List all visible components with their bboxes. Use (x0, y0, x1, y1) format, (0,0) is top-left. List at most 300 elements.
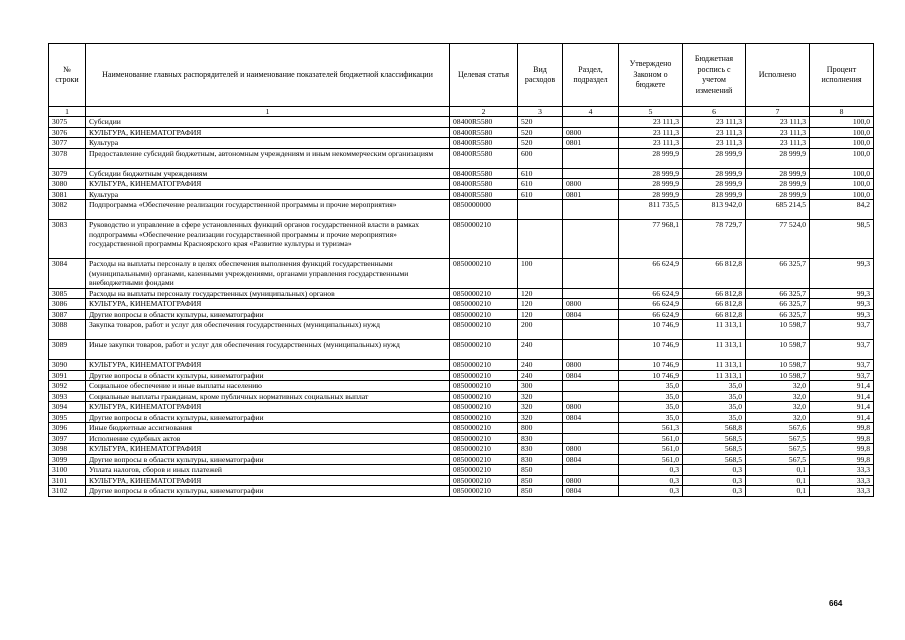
expense-type-cell: 600 (518, 148, 563, 168)
row-number-cell: 3087 (49, 309, 86, 320)
name-cell: Иные закупки товаров, работ и услуг для обеспечения государственных (муниципальных) нужд (86, 340, 450, 360)
approved-cell: 66 624,9 (619, 259, 683, 289)
section-cell (563, 200, 619, 220)
section-cell (563, 340, 619, 360)
name-cell: КУЛЬТУРА, КИНЕМАТОГРАФИЯ (86, 179, 450, 190)
name-cell: Расходы на выплаты персоналу государственных (муниципальных) органов (86, 288, 450, 299)
table-row (49, 454, 874, 465)
percent-cell: 100,0 (810, 127, 874, 138)
section-cell: 0801 (563, 189, 619, 200)
expense-type-cell (518, 200, 563, 220)
target-code-cell: 0850000000 (450, 200, 518, 220)
target-code-cell: 0850000210 (450, 433, 518, 444)
table-row (49, 179, 874, 190)
section-cell (563, 220, 619, 259)
expense-type-cell: 120 (518, 288, 563, 299)
expense-type-cell: 610 (518, 189, 563, 200)
target-code-cell: 0850000210 (450, 465, 518, 476)
expense-type-cell: 850 (518, 486, 563, 497)
name-cell: Уплата налогов, сборов и иных платежей (86, 465, 450, 476)
budget-table (48, 43, 874, 497)
percent-cell: 100,0 (810, 148, 874, 168)
executed-cell: 28 999,9 (746, 189, 810, 200)
column-number: 1 (49, 107, 86, 117)
table-body (49, 117, 874, 497)
table-row (49, 391, 874, 402)
table-row (49, 402, 874, 413)
budget-list-cell: 35,0 (683, 381, 746, 392)
percent-cell: 100,0 (810, 179, 874, 190)
approved-cell: 28 999,9 (619, 148, 683, 168)
row-number-cell: 3093 (49, 391, 86, 402)
expense-type-cell: 100 (518, 259, 563, 289)
approved-cell: 28 999,9 (619, 179, 683, 190)
table-row (49, 433, 874, 444)
header-approved: Утверждено Законом о бюджете (619, 44, 683, 107)
executed-cell: 28 999,9 (746, 148, 810, 168)
percent-cell: 91,4 (810, 391, 874, 402)
budget-list-cell: 35,0 (683, 412, 746, 423)
budget-list-cell: 66 812,8 (683, 299, 746, 310)
approved-cell: 66 624,9 (619, 288, 683, 299)
name-cell: КУЛЬТУРА, КИНЕМАТОГРАФИЯ (86, 127, 450, 138)
row-number-cell: 3083 (49, 220, 86, 259)
percent-cell: 99,8 (810, 444, 874, 455)
approved-cell: 10 746,9 (619, 320, 683, 340)
section-cell: 0804 (563, 412, 619, 423)
row-number-cell: 3076 (49, 127, 86, 138)
executed-cell: 32,0 (746, 391, 810, 402)
row-number-cell: 3095 (49, 412, 86, 423)
approved-cell: 0,3 (619, 465, 683, 476)
executed-cell: 66 325,7 (746, 299, 810, 310)
row-number-cell: 3081 (49, 189, 86, 200)
table-row (49, 320, 874, 340)
executed-cell: 28 999,9 (746, 168, 810, 179)
expense-type-cell: 520 (518, 138, 563, 149)
approved-cell: 35,0 (619, 402, 683, 413)
percent-cell: 93,7 (810, 340, 874, 360)
percent-cell: 99,8 (810, 423, 874, 434)
expense-type-cell: 800 (518, 423, 563, 434)
section-cell: 0804 (563, 486, 619, 497)
budget-list-cell: 35,0 (683, 391, 746, 402)
section-cell: 0800 (563, 402, 619, 413)
section-cell (563, 117, 619, 128)
approved-cell: 561,0 (619, 433, 683, 444)
page-number: 664 (829, 599, 843, 608)
table-row (49, 412, 874, 423)
name-cell: Культура (86, 189, 450, 200)
row-number-cell: 3098 (49, 444, 86, 455)
expense-type-cell: 850 (518, 475, 563, 486)
expense-type-cell: 240 (518, 360, 563, 371)
row-number-cell: 3088 (49, 320, 86, 340)
executed-cell: 28 999,9 (746, 179, 810, 190)
executed-cell: 32,0 (746, 402, 810, 413)
name-cell: Другие вопросы в области культуры, кинематографии (86, 309, 450, 320)
expense-type-cell: 320 (518, 412, 563, 423)
executed-cell: 0,1 (746, 486, 810, 497)
percent-cell: 84,2 (810, 200, 874, 220)
approved-cell: 10 746,9 (619, 360, 683, 371)
row-number-cell: 3102 (49, 486, 86, 497)
header-budget-list: Бюджетная роспись с учетом изменений (683, 44, 746, 107)
table-row (49, 486, 874, 497)
table-row (49, 288, 874, 299)
budget-list-cell: 0,3 (683, 465, 746, 476)
target-code-cell: 0850000210 (450, 299, 518, 310)
target-code-cell: 08400R5580 (450, 179, 518, 190)
name-cell: Другие вопросы в области культуры, кинематографии (86, 370, 450, 381)
row-number-cell: 3078 (49, 148, 86, 168)
header-percent: Процент исполнения (810, 44, 874, 107)
table-row (49, 465, 874, 476)
section-cell: 0800 (563, 127, 619, 138)
target-code-cell: 0850000210 (450, 444, 518, 455)
column-number: 5 (619, 107, 683, 117)
percent-cell: 93,7 (810, 320, 874, 340)
section-cell (563, 423, 619, 434)
header-executed: Исполнено (746, 44, 810, 107)
budget-list-cell: 568,5 (683, 454, 746, 465)
row-number-cell: 3085 (49, 288, 86, 299)
section-cell: 0800 (563, 475, 619, 486)
percent-cell: 91,4 (810, 412, 874, 423)
section-cell (563, 168, 619, 179)
section-cell: 0800 (563, 299, 619, 310)
percent-cell: 99,8 (810, 454, 874, 465)
header-row (49, 44, 874, 107)
header-section: Раздел, подраздел (563, 44, 619, 107)
row-number-cell: 3100 (49, 465, 86, 476)
approved-cell: 0,3 (619, 475, 683, 486)
table-row (49, 360, 874, 371)
target-code-cell: 0850000210 (450, 370, 518, 381)
expense-type-cell: 120 (518, 299, 563, 310)
percent-cell: 93,7 (810, 360, 874, 371)
budget-list-cell: 11 313,1 (683, 340, 746, 360)
row-number-cell: 3086 (49, 299, 86, 310)
budget-list-cell: 0,3 (683, 475, 746, 486)
percent-cell: 100,0 (810, 168, 874, 179)
approved-cell: 0,3 (619, 486, 683, 497)
name-cell: Субсидии (86, 117, 450, 128)
executed-cell: 66 325,7 (746, 259, 810, 289)
section-cell: 0804 (563, 454, 619, 465)
percent-cell: 99,3 (810, 299, 874, 310)
percent-cell: 93,7 (810, 370, 874, 381)
section-cell: 0801 (563, 138, 619, 149)
row-number-cell: 3101 (49, 475, 86, 486)
name-cell: КУЛЬТУРА, КИНЕМАТОГРАФИЯ (86, 402, 450, 413)
budget-list-cell: 11 313,1 (683, 370, 746, 381)
name-cell: Закупка товаров, работ и услуг для обеспечения государственных (муниципальных) нужд (86, 320, 450, 340)
approved-cell: 66 624,9 (619, 299, 683, 310)
name-cell: КУЛЬТУРА, КИНЕМАТОГРАФИЯ (86, 444, 450, 455)
budget-list-cell: 28 999,9 (683, 189, 746, 200)
target-code-cell: 0850000210 (450, 381, 518, 392)
expense-type-cell: 830 (518, 454, 563, 465)
percent-cell: 99,3 (810, 309, 874, 320)
executed-cell: 10 598,7 (746, 360, 810, 371)
executed-cell: 10 598,7 (746, 370, 810, 381)
expense-type-cell: 520 (518, 127, 563, 138)
approved-cell: 23 111,3 (619, 127, 683, 138)
target-code-cell: 0850000210 (450, 486, 518, 497)
name-cell: Социальное обеспечение и иные выплаты населению (86, 381, 450, 392)
expense-type-cell: 300 (518, 381, 563, 392)
expense-type-cell: 200 (518, 320, 563, 340)
expense-type-cell: 830 (518, 433, 563, 444)
table-row (49, 381, 874, 392)
expense-type-cell: 120 (518, 309, 563, 320)
executed-cell: 685 214,5 (746, 200, 810, 220)
percent-cell: 100,0 (810, 138, 874, 149)
column-number-row (49, 107, 874, 117)
section-cell: 0804 (563, 370, 619, 381)
section-cell (563, 320, 619, 340)
column-number: 4 (563, 107, 619, 117)
target-code-cell: 0850000210 (450, 320, 518, 340)
executed-cell: 10 598,7 (746, 340, 810, 360)
budget-list-cell: 568,5 (683, 433, 746, 444)
table-row (49, 138, 874, 149)
budget-list-cell: 23 111,3 (683, 127, 746, 138)
header-target: Целевая статья (450, 44, 518, 107)
approved-cell: 561,0 (619, 444, 683, 455)
executed-cell: 23 111,3 (746, 127, 810, 138)
column-number: 8 (810, 107, 874, 117)
table-row (49, 200, 874, 220)
expense-type-cell: 610 (518, 179, 563, 190)
table-row (49, 189, 874, 200)
section-cell: 0804 (563, 309, 619, 320)
expense-type-cell: 320 (518, 402, 563, 413)
budget-list-cell: 568,8 (683, 423, 746, 434)
column-number: 6 (683, 107, 746, 117)
target-code-cell: 08400R5580 (450, 127, 518, 138)
row-number-cell: 3094 (49, 402, 86, 413)
budget-list-cell: 23 111,3 (683, 138, 746, 149)
name-cell: Предоставление субсидий бюджетным, автономным учреждениям и иным некоммерческим организациям (86, 148, 450, 168)
approved-cell: 35,0 (619, 381, 683, 392)
header-expense-type: Вид расходов (518, 44, 563, 107)
expense-type-cell: 320 (518, 391, 563, 402)
approved-cell: 23 111,3 (619, 138, 683, 149)
column-number: 2 (450, 107, 518, 117)
approved-cell: 561,3 (619, 423, 683, 434)
row-number-cell: 3080 (49, 179, 86, 190)
approved-cell: 35,0 (619, 391, 683, 402)
row-number-cell: 3090 (49, 360, 86, 371)
name-cell: Социальные выплаты гражданам, кроме публичных нормативных социальных выплат (86, 391, 450, 402)
table-row (49, 117, 874, 128)
row-number-cell: 3089 (49, 340, 86, 360)
table-row (49, 370, 874, 381)
expense-type-cell: 520 (518, 117, 563, 128)
percent-cell: 33,3 (810, 465, 874, 476)
table-row (49, 340, 874, 360)
name-cell: Подпрограмма «Обеспечение реализации государственной программы и прочие мероприятия» (86, 200, 450, 220)
target-code-cell: 0850000210 (450, 391, 518, 402)
executed-cell: 567,5 (746, 454, 810, 465)
row-number-cell: 3079 (49, 168, 86, 179)
approved-cell: 10 746,9 (619, 340, 683, 360)
name-cell: Расходы на выплаты персоналу в целях обеспечения выполнения функций государственными (муниципальными) органами, казенными учреждениями, органами управления государственными внебюджетными фондами (86, 259, 450, 289)
approved-cell: 10 746,9 (619, 370, 683, 381)
percent-cell: 99,3 (810, 259, 874, 289)
percent-cell: 100,0 (810, 189, 874, 200)
executed-cell: 66 325,7 (746, 309, 810, 320)
table-row (49, 299, 874, 310)
section-cell (563, 148, 619, 168)
header-row-no: № строки (49, 44, 86, 107)
budget-list-cell: 66 812,8 (683, 259, 746, 289)
budget-list-cell: 28 999,9 (683, 168, 746, 179)
section-cell: 0800 (563, 360, 619, 371)
executed-cell: 77 524,0 (746, 220, 810, 259)
table-row (49, 444, 874, 455)
name-cell: КУЛЬТУРА, КИНЕМАТОГРАФИЯ (86, 299, 450, 310)
executed-cell: 0,1 (746, 475, 810, 486)
section-cell (563, 288, 619, 299)
approved-cell: 77 968,1 (619, 220, 683, 259)
approved-cell: 561,0 (619, 454, 683, 465)
budget-list-cell: 11 313,1 (683, 360, 746, 371)
section-cell: 0800 (563, 179, 619, 190)
budget-list-cell: 28 999,9 (683, 179, 746, 190)
expense-type-cell: 240 (518, 340, 563, 360)
budget-list-cell: 813 942,0 (683, 200, 746, 220)
target-code-cell: 0850000210 (450, 259, 518, 289)
section-cell: 0800 (563, 444, 619, 455)
target-code-cell: 08400R5580 (450, 138, 518, 149)
table-row (49, 168, 874, 179)
target-code-cell: 08400R5580 (450, 148, 518, 168)
percent-cell: 99,3 (810, 288, 874, 299)
budget-list-cell: 35,0 (683, 402, 746, 413)
executed-cell: 10 598,7 (746, 320, 810, 340)
percent-cell: 98,5 (810, 220, 874, 259)
budget-list-cell: 78 729,7 (683, 220, 746, 259)
target-code-cell: 0850000210 (450, 475, 518, 486)
target-code-cell: 0850000210 (450, 220, 518, 259)
table-row (49, 148, 874, 168)
column-number: 1 (86, 107, 450, 117)
table-row (49, 220, 874, 259)
executed-cell: 567,5 (746, 444, 810, 455)
name-cell: Культура (86, 138, 450, 149)
budget-list-cell: 66 812,8 (683, 288, 746, 299)
executed-cell: 32,0 (746, 412, 810, 423)
table-row (49, 127, 874, 138)
expense-type-cell: 830 (518, 444, 563, 455)
name-cell: Руководство и управление в сфере установленных функций органов государственной власти в рамках подпрограммы «Обеспечение реализации государственной программы и прочие мероприятия» государственной программы Красноярского края «Развитие культуры и туризма» (86, 220, 450, 259)
approved-cell: 28 999,9 (619, 168, 683, 179)
row-number-cell: 3099 (49, 454, 86, 465)
name-cell: Другие вопросы в области культуры, кинематографии (86, 486, 450, 497)
percent-cell: 33,3 (810, 475, 874, 486)
budget-list-cell: 0,3 (683, 486, 746, 497)
name-cell: Иные бюджетные ассигнования (86, 423, 450, 434)
row-number-cell: 3077 (49, 138, 86, 149)
target-code-cell: 08400R5580 (450, 117, 518, 128)
percent-cell: 100,0 (810, 117, 874, 128)
table-row (49, 423, 874, 434)
target-code-cell: 0850000210 (450, 309, 518, 320)
row-number-cell: 3075 (49, 117, 86, 128)
row-number-cell: 3097 (49, 433, 86, 444)
target-code-cell: 0850000210 (450, 288, 518, 299)
header-name: Наименование главных распорядителей и наименование показателей бюджетной классификации (86, 44, 450, 107)
section-cell (563, 391, 619, 402)
target-code-cell: 0850000210 (450, 340, 518, 360)
row-number-cell: 3082 (49, 200, 86, 220)
percent-cell: 33,3 (810, 486, 874, 497)
executed-cell: 66 325,7 (746, 288, 810, 299)
row-number-cell: 3091 (49, 370, 86, 381)
section-cell (563, 381, 619, 392)
approved-cell: 66 624,9 (619, 309, 683, 320)
table-row (49, 309, 874, 320)
approved-cell: 23 111,3 (619, 117, 683, 128)
target-code-cell: 0850000210 (450, 402, 518, 413)
target-code-cell: 0850000210 (450, 412, 518, 423)
row-number-cell: 3096 (49, 423, 86, 434)
section-cell (563, 465, 619, 476)
name-cell: КУЛЬТУРА, КИНЕМАТОГРАФИЯ (86, 475, 450, 486)
section-cell (563, 433, 619, 444)
percent-cell: 99,8 (810, 433, 874, 444)
target-code-cell: 08400R5580 (450, 189, 518, 200)
executed-cell: 0,1 (746, 465, 810, 476)
name-cell: Субсидии бюджетным учреждениям (86, 168, 450, 179)
row-number-cell: 3092 (49, 381, 86, 392)
budget-list-cell: 23 111,3 (683, 117, 746, 128)
table-row (49, 259, 874, 289)
column-number: 3 (518, 107, 563, 117)
executed-cell: 567,6 (746, 423, 810, 434)
approved-cell: 811 735,5 (619, 200, 683, 220)
name-cell: Другие вопросы в области культуры, кинематографии (86, 412, 450, 423)
expense-type-cell (518, 220, 563, 259)
expense-type-cell: 240 (518, 370, 563, 381)
target-code-cell: 0850000210 (450, 423, 518, 434)
target-code-cell: 08400R5580 (450, 168, 518, 179)
executed-cell: 32,0 (746, 381, 810, 392)
name-cell: КУЛЬТУРА, КИНЕМАТОГРАФИЯ (86, 360, 450, 371)
row-number-cell: 3084 (49, 259, 86, 289)
budget-list-cell: 28 999,9 (683, 148, 746, 168)
name-cell: Другие вопросы в области культуры, кинематографии (86, 454, 450, 465)
target-code-cell: 0850000210 (450, 360, 518, 371)
budget-list-cell: 66 812,8 (683, 309, 746, 320)
budget-list-cell: 568,5 (683, 444, 746, 455)
percent-cell: 91,4 (810, 402, 874, 413)
section-cell (563, 259, 619, 289)
name-cell: Исполнение судебных актов (86, 433, 450, 444)
column-number: 7 (746, 107, 810, 117)
target-code-cell: 0850000210 (450, 454, 518, 465)
budget-list-cell: 11 313,1 (683, 320, 746, 340)
executed-cell: 567,5 (746, 433, 810, 444)
expense-type-cell: 850 (518, 465, 563, 476)
table-row (49, 475, 874, 486)
expense-type-cell: 610 (518, 168, 563, 179)
executed-cell: 23 111,3 (746, 117, 810, 128)
executed-cell: 23 111,3 (746, 138, 810, 149)
